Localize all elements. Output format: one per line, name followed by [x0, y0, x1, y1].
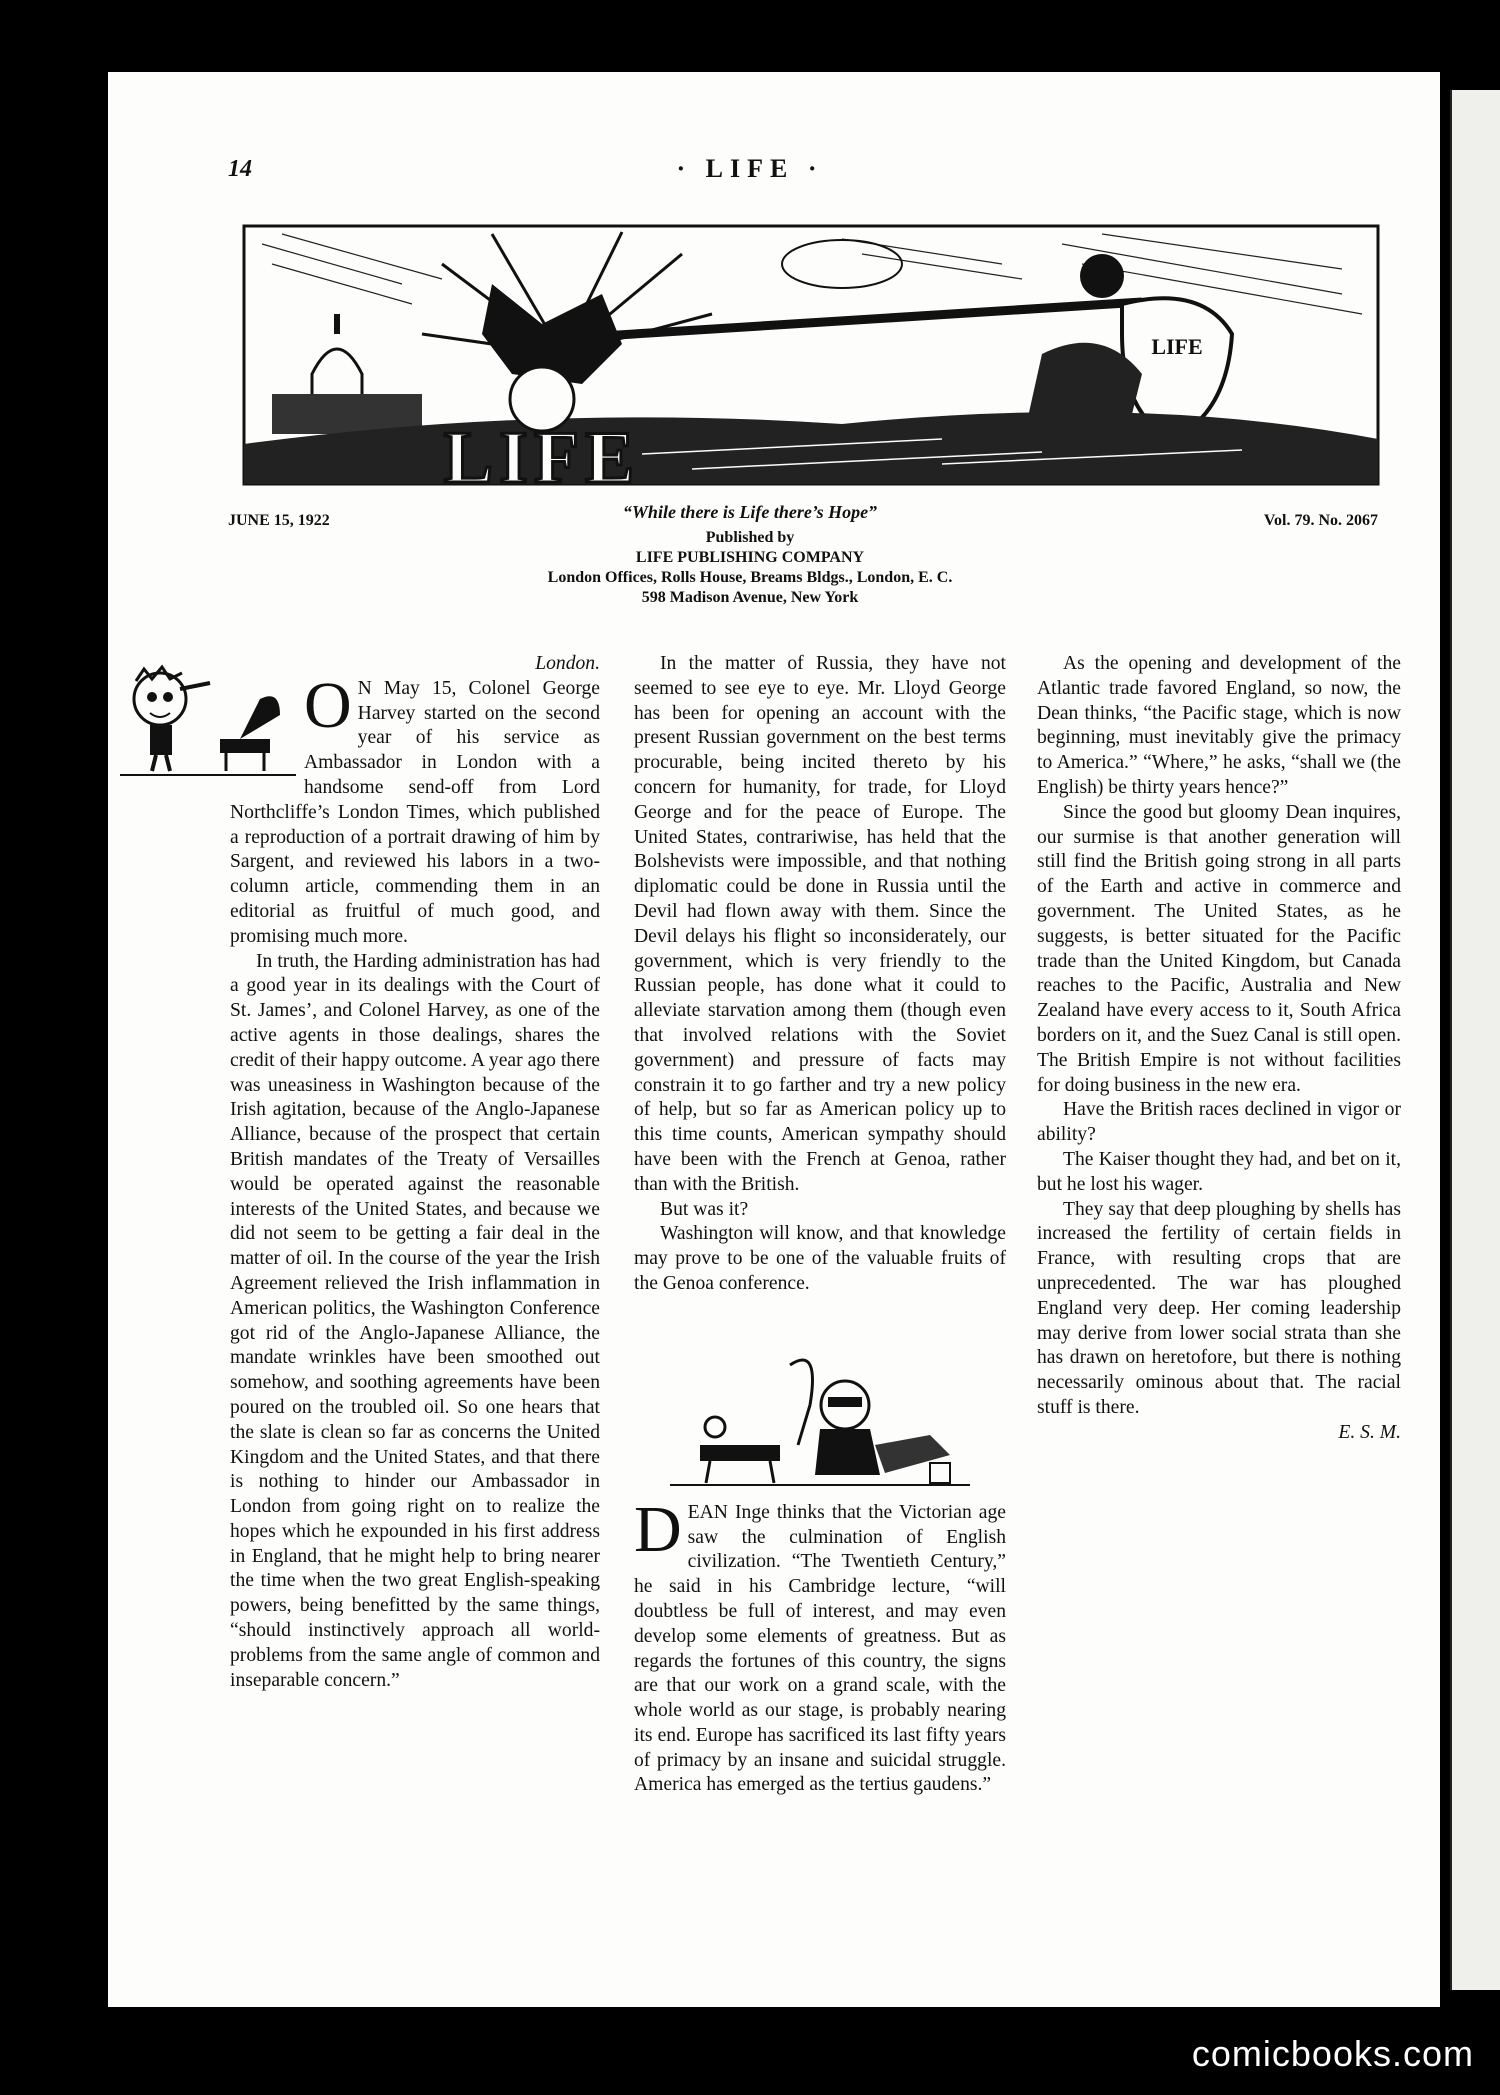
shield-text: LIFE [1151, 334, 1203, 359]
issue-date: JUNE 15, 1922 [228, 512, 330, 529]
publisher-name: LIFE PUBLISHING COMPANY [635, 549, 865, 566]
life-logo-text: LIFE [443, 417, 641, 486]
article1-paragraph-5: Washington will know, and that knowledge may prove to be one of the valuable fruits of the Genoa conference. [634, 1223, 1006, 1294]
drop-cap: D [634, 1492, 682, 1566]
article1-paragraph-4: But was it? [660, 1198, 749, 1220]
article2-paragraph-1 [634, 1492, 1006, 1799]
article1-paragraph-2: In truth, the Harding administration has had a good year in its dealings with the Court of St. James’, and Colonel Harvey, as one of the active agents in those dealings, shares the credit of their happy outcome. A year ago there was uneasiness in Washington because of the Irish agitation, because of the Anglo-Japanese Alliance, because of the prospect that certain British mandates of the Treaty of Versailles would be operated against the reasonable interests of the United States, and because we did not seem to be getting a fair deal in the matter of oil. In the course of the year the Irish Agreement relieved the Irish inflammation in American politics, the Washington Conference got rid of the Anglo-Japanese Alliance, the mandate wrinkles have been smoothed out somehow, and soothing agreements have been poured on the troubled oil. So one hears that the slate is clean so far as concerns the United Kingdom and the United States, and that there is nothing to hinder our Ambassador in London from going right on to realize the hopes which he expounded in his first address in England, that he might help to bring nearer the time when the two great English-speaking powers, being benefitted by the same things, “should instinctively approach all world-problems from the same angle of common and inseparable concern.” [230, 950, 600, 1691]
article2-paragraph-6: They say that deep ploughing by shells has increased the fertility of certain fields in France, with resulting crops that are unprecedented. The war has ploughed England very deep. Her coming leadership may derive from lower social strata than she has drawn on heretofore, but there is nothing necessarily ominous about that. The racial stuff is there. [1037, 1198, 1401, 1418]
article2-paragraph-4: Have the British races declined in vigor or ability? [1037, 1099, 1401, 1146]
paragraph-text: EAN Inge thinks that the Victorian age saw the culmination of English civilization. “The Twentieth Century,” he said in his Cambridge lecture, “will doubtless be full of interest, and may even develop some elements of greatness. But as regards the fortunes of this country, the signs are that our work on a grand scale, with the whole world as our stage, is probably nearing its end. Europe has sacrificed its last fifty years of primacy by an insane and suicidal struggle. America has emerged as the tertius gaudens.” [634, 1501, 1006, 1796]
adjacent-page-edge [1450, 90, 1500, 1990]
article1-paragraph-3: In the matter of Russia, they have not seemed to see eye to eye. Mr. Lloyd George has been for opening an account with the present Russian government on the best terms procurable, being incited thereto by his concern for humanity, for trade, for Lloyd George and for the peace of Europe. The United States, contrariwise, has held that the Bolshevists were impossible, and that nothing diplomatic could be done in Russia until the Devil had flown away with them. Since the Devil delays his flight so inconsiderately, our government, which is very friendly to the Russian people, has done what it could to alleviate starvation among them (though even that involved relations with the Soviet government) and pressure of facts may constrain it to go farther and try a new policy of help, but so far as American policy up to this time counts, American sympathy should have been with the French at Genoa, rather than with the British. [634, 653, 1006, 1195]
masthead-illustration [242, 224, 1380, 486]
volume-number: Vol. 79. No. 2067 [1263, 512, 1378, 529]
running-head: · LIFE · [676, 154, 824, 183]
article2-paragraph-5: The Kaiser thought they had, and bet on it, but he lost his wager. [1037, 1148, 1401, 1195]
motto: “While there is Life there’s Hope” [622, 502, 878, 522]
writer-illustration [670, 1345, 970, 1495]
article2-paragraph-3: Since the good but gloomy Dean inquires, our surmise is that another generation will still find the British going strong in all parts of the Earth and active in commerce and government. The United States, as he suggests, is better situated for the Pacific trade than the United Kingdom, but Canada reaches to the Pacific, Australia and New Zealand have every access to it, South Africa borders on it, and the Suez Canal is still open. The British Empire is not without facilities for doing business in the new era. [1037, 801, 1401, 1096]
article2-paragraph-2: As the opening and development of the Atlantic trade favored England, so now, the Dean thinks, “the Pacific stage, which is now beginning, must inevitably give the primacy to America.” “Where,” he asks, “shall we (the English) be thirty years hence?” [1037, 653, 1401, 798]
page-number: 14 [228, 156, 252, 182]
new-york-address: 598 Madison Avenue, New York [641, 589, 859, 606]
published-by: Published by [705, 529, 795, 546]
article-column-3 [1037, 652, 1401, 1446]
drop-cap: O [304, 668, 352, 742]
article-column-2 [634, 652, 1006, 1798]
article-column-1 [230, 652, 600, 1693]
boy-gramophone-illustration [120, 659, 296, 785]
dateline: London. [535, 653, 600, 674]
author-signature: E. S. M. [1338, 1421, 1401, 1443]
london-offices: London Offices, Rolls House, Breams Bldgs., London, E. C. [547, 569, 953, 586]
article1-paragraph-1 [230, 668, 600, 950]
watermark: comicbooks.com [1191, 2033, 1474, 2074]
paragraph-text: N May 15, Colonel George Harvey started on the second year of his service as Ambassador in London with a handsome send-off from Lord Northcliffe’s London Times, which published a reproduction of a portrait drawing of him by Sargent, and reviewed his labors in a two-column article, commending them in an editorial as fruitful of much good, and promising much more. [230, 677, 600, 947]
